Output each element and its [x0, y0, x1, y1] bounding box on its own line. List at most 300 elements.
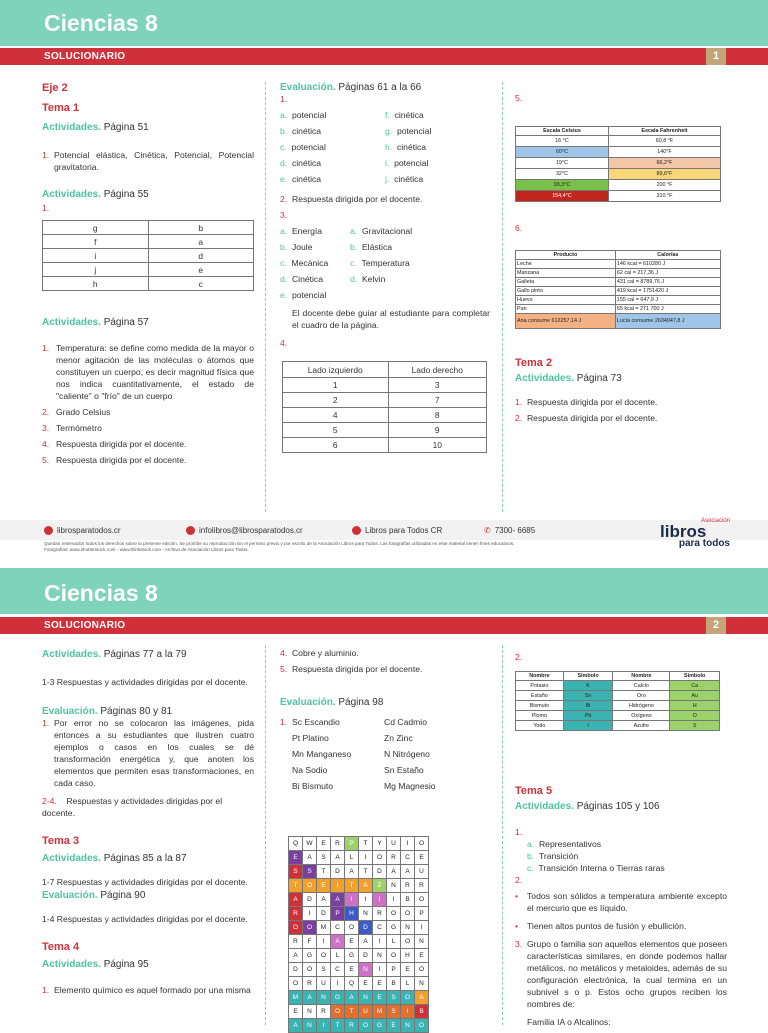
word-search-cell[interactable]: G	[373, 1019, 387, 1033]
word-search-cell[interactable]: A	[345, 865, 359, 879]
list-item: b. Transición	[527, 851, 579, 861]
word-search-cell[interactable]: N	[401, 921, 415, 935]
activity-page: Páginas 85 a la 87	[103, 853, 187, 864]
word-search-cell[interactable]: R	[289, 935, 303, 949]
page1-col2: Evaluación. Páginas 61 a la 66 1. a. potencial b. cinética c. potencial d. cinética e. cinética f. cinética g. potencial h. cinética i. potencial j. cinética 2. Respuesta dirigida por el docente. 3. a. Energía b. Joule c. Mecánica d. Cinética e. potencial a. Gravitacional b. Elástica c. Temperatura d. Kelvin El docente debe guiar al estudiante para completar el cuadro de la página. 4. Lado izquierdo Lado derecho 1 3 2 7 4 8 5 9 6 10	[280, 82, 490, 453]
table-cell: Pan	[516, 305, 616, 314]
list-item: c. potencial	[280, 142, 326, 152]
activity-label: Actividades.	[515, 373, 574, 384]
table-row	[516, 136, 721, 147]
word-search-cell[interactable]: T	[359, 865, 373, 879]
page1-subtitle: SOLUCIONARIO	[44, 51, 126, 62]
word-search-cell[interactable]: T	[317, 865, 331, 879]
eje-heading: Eje 2	[42, 82, 68, 94]
table-cell: 19°C	[516, 158, 609, 169]
word-search-cell[interactable]: M	[373, 1005, 387, 1019]
word-search-cell[interactable]: H	[345, 907, 359, 921]
word-search-cell[interactable]: O	[331, 1005, 345, 1019]
word-search-cell[interactable]: N	[401, 1019, 415, 1033]
list-item: a. Energía	[280, 226, 323, 236]
table-header-row	[283, 362, 487, 378]
word-search-cell[interactable]: D	[317, 907, 331, 921]
element-item: Bi Bismuto	[292, 781, 334, 791]
table-row	[516, 169, 721, 180]
word-search-cell[interactable]: S	[387, 1005, 401, 1019]
table-cell: Azufre	[613, 721, 670, 731]
element-item: Sn Estaño	[384, 765, 424, 775]
word-search-cell[interactable]: G	[303, 949, 317, 963]
footer-phone[interactable]: ✆ 7300- 6685	[484, 526, 536, 536]
table-row	[516, 314, 721, 329]
word-search-cell[interactable]: I	[345, 893, 359, 907]
q2-answer: Respuesta dirigida por el docente.	[291, 194, 423, 204]
list-item: i. potencial	[385, 158, 429, 168]
word-search-cell[interactable]: O	[303, 879, 317, 893]
word-search-cell[interactable]: R	[387, 851, 401, 865]
list-item: • Todos son sólidos a temperatura ambiente excepto el mercurio que es líquido.	[515, 891, 727, 913]
table-row	[516, 287, 721, 296]
list-item: c. Temperatura	[350, 258, 410, 268]
elements-table	[515, 671, 720, 731]
word-search-cell[interactable]: E	[359, 977, 373, 991]
word-search-cell[interactable]: G	[331, 991, 345, 1005]
bullet-list	[515, 890, 727, 932]
calories-table	[515, 250, 721, 329]
table-cell: 7	[388, 393, 487, 408]
word-search-cell[interactable]: E	[387, 1019, 401, 1033]
word-search-cell[interactable]: A	[317, 893, 331, 907]
table-cell: 9	[388, 423, 487, 438]
word-search-cell[interactable]: T	[331, 1019, 345, 1033]
answer-list	[42, 342, 254, 466]
word-search-cell[interactable]: S	[387, 991, 401, 1005]
table-cell: Potasio	[516, 681, 564, 691]
table-cell: Plomo	[516, 711, 564, 721]
element-item: N Nitrógeno	[384, 749, 430, 759]
word-search-cell[interactable]: C	[331, 963, 345, 977]
element-item: Zn Zinc	[384, 733, 413, 743]
table-row	[289, 991, 429, 1005]
table-cell: i	[43, 249, 149, 263]
word-search-cell[interactable]: P	[415, 907, 429, 921]
word-search-cell[interactable]: I	[359, 893, 373, 907]
table-row	[516, 269, 721, 278]
list-item: 3. Termómetro	[42, 423, 102, 433]
table-cell: 32°C	[516, 169, 609, 180]
evaluation-answer: 1-4 Respuestas y actividades dirigidas por el docente.	[42, 914, 248, 924]
page1-col1: Eje 2 Tema 1 Actividades. Página 51 1. Potencial elástica, Cinética, Potencial, Potencial gravitatoria. Actividades. Página 55 1. g b f a i d j e h c Actividades. Página 57 1. Temperatura: se define como medida de la mayor o menor agitación de las moléculas o átomos que constituyen un cuerpo, es decir magnitud física que nos indica cuantitativamente, el estado de "caliente" o "frío" de un cuerpo 2. Grado Celsius 3. Termómetro 4. Respuesta dirigida por el docente. 5. Respuesta dirigida por el docente.	[42, 82, 254, 465]
word-search-cell[interactable]: M	[289, 991, 303, 1005]
word-search-cell[interactable]: I	[359, 851, 373, 865]
q1-left	[280, 109, 385, 189]
word-search-cell[interactable]: E	[415, 949, 429, 963]
list-item: • Tienen altos puntos de fusión y ebullición.	[515, 921, 687, 931]
word-search-cell[interactable]: C	[401, 851, 415, 865]
word-search-cell[interactable]: Q	[345, 977, 359, 991]
table-cell: Gallo pinto	[516, 287, 616, 296]
word-search-cell[interactable]: E	[317, 879, 331, 893]
question-number: 4.	[280, 338, 288, 348]
word-search-cell[interactable]: D	[373, 865, 387, 879]
word-search-cell[interactable]: A	[401, 865, 415, 879]
sublist	[515, 838, 727, 874]
word-search-cell[interactable]: P	[387, 963, 401, 977]
legal-text: Quedan reservados todos los derechos sobre la presente edición. Se prohíbe su reproducción sin el permiso previo y por escrito de la Asociación Libros para Todos. Las fotografías utilizadas en este material tienen fines educativos. Fotografías: www.shutterstock.com - www.thinkstock.com - Archivo de Asociación Libros para Todos.	[44, 541, 515, 552]
word-search-cell[interactable]: A	[289, 1019, 303, 1033]
table-row	[289, 921, 429, 935]
table-cell: h	[43, 277, 149, 291]
page2-number: 2	[706, 617, 726, 634]
word-search-cell[interactable]: Y	[373, 837, 387, 851]
word-search-cell[interactable]: O	[415, 893, 429, 907]
word-search-cell[interactable]: N	[303, 1005, 317, 1019]
question-number: 1.	[280, 94, 288, 104]
word-search-cell[interactable]: T	[359, 837, 373, 851]
table-cell: 60,8 °F	[608, 136, 720, 147]
element-item: Cd Cadmio	[384, 717, 427, 727]
word-search-cell[interactable]: E	[289, 851, 303, 865]
table-row	[516, 191, 721, 202]
word-search-cell[interactable]: O	[289, 921, 303, 935]
activity-page: Página 73	[576, 373, 622, 384]
word-search-cell[interactable]: D	[359, 949, 373, 963]
list-item: c. Transición Interna o Tierras raras	[527, 863, 665, 873]
word-search-cell[interactable]: R	[317, 1005, 331, 1019]
word-search-cell[interactable]: A	[359, 935, 373, 949]
word-search-cell[interactable]: C	[373, 921, 387, 935]
activity-page: Página 95	[103, 959, 149, 970]
answer-list	[280, 647, 492, 675]
table-cell: Hidrógeno	[613, 701, 670, 711]
word-search-cell[interactable]: A	[331, 893, 345, 907]
word-search-cell[interactable]: E	[345, 963, 359, 977]
question-number: 2.	[515, 875, 523, 885]
table-cell: 200 °F	[608, 180, 720, 191]
word-search-cell[interactable]: R	[289, 907, 303, 921]
table-row	[516, 305, 721, 314]
evaluation-page: Página 98	[338, 697, 384, 708]
table-cell: 154,4°C	[516, 191, 609, 202]
evaluation-answer: Respuestas y actividades dirigidas por el docente.	[42, 796, 223, 818]
word-search-cell[interactable]: W	[303, 837, 317, 851]
word-search-cell[interactable]: P	[331, 907, 345, 921]
word-search-cell[interactable]: E	[345, 935, 359, 949]
word-search-cell[interactable]: O	[415, 963, 429, 977]
evaluation-page: Páginas 61 a la 66	[338, 82, 422, 93]
page2-subtitle: SOLUCIONARIO	[44, 620, 126, 631]
word-search-cell[interactable]: Q	[289, 837, 303, 851]
table-cell: 93,3°C	[516, 180, 609, 191]
word-search-cell[interactable]: E	[401, 963, 415, 977]
table-cell: 16 °C	[516, 136, 609, 147]
word-search-cell[interactable]: T	[345, 879, 359, 893]
word-search-cell[interactable]: N	[359, 907, 373, 921]
word-search-cell[interactable]: R	[331, 837, 345, 851]
word-search-cell[interactable]: I	[387, 893, 401, 907]
table-cell: I	[563, 721, 613, 731]
page2-col2: 4. Cobre y aluminio. 5. Respuesta dirigida por el docente. Evaluación. Página 98 1. Sc Escandio Pt Platino Mn Manganeso Na Sodio Bi Bismuto Cd Cadmio Zn Zinc N Nitrógeno Sn Estaño Mg Magnesio Q W E R P T Y U I O E A S A L I O R C E S S T D A T D A A U T O E I T A Z N R R A D A A I I I I B O R I D P H N R O O P O O M C O D C G N I R F I A E A I L O N A G O L G D N O H E D O S C E N I P E O O R U I Q E E B L N M A N G A N E S O A E N R O T U M S I B A N I T R O G E N O	[280, 647, 492, 1033]
word-search-cell[interactable]: I	[373, 935, 387, 949]
word-search-cell[interactable]: E	[289, 1005, 303, 1019]
word-search-cell[interactable]: O	[345, 921, 359, 935]
word-search-cell[interactable]: I	[331, 977, 345, 991]
word-search-cell[interactable]: C	[331, 921, 345, 935]
element-item: Mn Manganeso	[292, 749, 352, 759]
word-search-cell[interactable]: A	[415, 991, 429, 1005]
word-search-cell[interactable]: U	[415, 865, 429, 879]
table-row	[516, 721, 720, 731]
activity-answer: Elemento químico es aquel formado por una misma	[54, 985, 251, 995]
word-search-cell[interactable]: U	[317, 977, 331, 991]
word-search-cell[interactable]: D	[303, 893, 317, 907]
table-row	[283, 378, 487, 393]
list-item: h. cinética	[385, 142, 427, 152]
word-search-cell[interactable]: E	[415, 851, 429, 865]
table-cell: 5	[283, 423, 389, 438]
table-cell: Huevo	[516, 296, 616, 305]
table-cell: Calcio	[613, 681, 670, 691]
question-number: 1.	[515, 827, 523, 837]
q3-left	[280, 225, 350, 305]
word-search-cell[interactable]: I	[373, 893, 387, 907]
activity-page: Página 51	[103, 122, 149, 133]
table-header: Lado derecho	[388, 362, 487, 378]
word-search-cell[interactable]: O	[317, 949, 331, 963]
word-search-cell[interactable]: H	[401, 949, 415, 963]
table-cell: 66,2°F	[608, 158, 720, 169]
word-search-cell[interactable]: S	[317, 963, 331, 977]
list-item: a. potencial	[280, 110, 327, 120]
table-cell: Sn	[563, 691, 613, 701]
word-search-cell[interactable]: G	[387, 921, 401, 935]
tema4-heading: Tema 4	[42, 941, 80, 953]
word-search-cell[interactable]: A	[303, 851, 317, 865]
footer-web[interactable]: librosparatodos.cr	[44, 526, 121, 535]
word-search-cell[interactable]: O	[415, 837, 429, 851]
word-search-cell[interactable]: A	[331, 935, 345, 949]
word-search-cell[interactable]: O	[401, 907, 415, 921]
q3-answer: Grupo o familia son aquellos elementos que poseen características similares, en donde podemos hallar metálicos, no metálicos y metaloides, además de su configuración electrónica, la cual termina en un subnivel s o p. Estos ocho grupos reciben los nombres de:	[527, 939, 727, 1009]
list-item: c. Mecánica	[280, 258, 329, 268]
word-search-cell[interactable]: I	[303, 907, 317, 921]
word-search-cell[interactable]: L	[345, 851, 359, 865]
word-search-cell[interactable]: O	[303, 963, 317, 977]
word-search-cell[interactable]: N	[317, 991, 331, 1005]
tema1-heading: Tema 1	[42, 102, 80, 114]
activity-page: Página 55	[103, 189, 149, 200]
page1-title: Ciencias 8	[44, 10, 158, 36]
list-item: 1. Temperatura: se define como medida de la mayor o menor agitación de las moléculas o átomos que constituyen un cuerpo, es decir magnitud física que nos indica cuantitativamente, el estado de "caliente" o "frío" de un cuerpo	[42, 343, 254, 401]
activity-page: Páginas 105 y 106	[576, 801, 660, 812]
word-search-cell[interactable]: N	[415, 935, 429, 949]
word-search-cell[interactable]: B	[401, 893, 415, 907]
word-search-cell[interactable]: I	[373, 963, 387, 977]
page2-title: Ciencias 8	[44, 580, 158, 606]
page1-subtitle-bar	[0, 48, 768, 65]
word-search-cell[interactable]: I	[415, 921, 429, 935]
list-item: 4. Cobre y aluminio.	[280, 648, 359, 658]
table-cell: Yodo	[516, 721, 564, 731]
word-search-cell[interactable]: L	[331, 949, 345, 963]
word-search-cell[interactable]: U	[387, 837, 401, 851]
table-cell: b	[148, 221, 254, 235]
table-header: Nombre	[613, 672, 670, 681]
word-search-cell[interactable]: R	[373, 907, 387, 921]
table-row	[43, 221, 254, 235]
table-cell: Ana consume 612257,14 J	[516, 314, 616, 329]
word-search-cell[interactable]: O	[303, 921, 317, 935]
word-search-cell[interactable]: I	[401, 837, 415, 851]
word-search-cell[interactable]: D	[289, 963, 303, 977]
sides-table	[282, 361, 487, 453]
word-search-cell[interactable]: A	[359, 879, 373, 893]
word-search-cell[interactable]: N	[359, 991, 373, 1005]
table-cell: 6	[283, 438, 389, 453]
table-row	[289, 851, 429, 865]
evaluation-page: Páginas 80 y 81	[100, 706, 173, 717]
word-search-cell[interactable]: O	[359, 1019, 373, 1033]
tema5-heading: Tema 5	[515, 785, 553, 797]
table-cell: 2	[283, 393, 389, 408]
word-search-cell[interactable]: R	[303, 977, 317, 991]
word-search-cell[interactable]: O	[401, 935, 415, 949]
table-row	[283, 393, 487, 408]
table-cell: 1	[283, 378, 389, 393]
word-search-cell[interactable]: O	[373, 851, 387, 865]
list-item: e. potencial	[280, 290, 327, 300]
word-search-cell[interactable]: I	[317, 935, 331, 949]
word-search-cell[interactable]: S	[289, 865, 303, 879]
word-search-cell[interactable]: N	[387, 879, 401, 893]
word-search-cell[interactable]: N	[415, 977, 429, 991]
table-cell: Manzana	[516, 269, 616, 278]
facebook-icon	[352, 526, 361, 535]
table-row	[516, 701, 720, 711]
word-search-cell[interactable]: M	[317, 921, 331, 935]
word-search-cell[interactable]: U	[359, 1005, 373, 1019]
word-search-cell[interactable]: B	[387, 977, 401, 991]
table-row	[289, 907, 429, 921]
word-search-cell[interactable]: P	[345, 837, 359, 851]
table-row	[516, 278, 721, 287]
word-search-cell[interactable]: N	[359, 963, 373, 977]
word-search-cell[interactable]: N	[303, 1019, 317, 1033]
page1-col3	[515, 92, 725, 428]
footer-email[interactable]: infolibros@librosparatodos.cr	[186, 526, 303, 535]
word-search-cell[interactable]: S	[317, 851, 331, 865]
table-cell: g	[43, 221, 149, 235]
question-number: 2.	[515, 652, 523, 662]
word-search-cell[interactable]: I	[317, 1019, 331, 1033]
word-search-cell[interactable]: A	[303, 991, 317, 1005]
word-search-cell[interactable]: L	[387, 935, 401, 949]
word-search-cell[interactable]: R	[345, 1019, 359, 1033]
table-cell: Bismuto	[516, 701, 564, 711]
question-number: 5.	[515, 93, 523, 103]
table-cell: Estaño	[516, 691, 564, 701]
table-row	[43, 249, 254, 263]
table-cell: 431 cal = 8789,76 J	[615, 278, 720, 287]
table-cell: 89,6°F	[608, 169, 720, 180]
word-search-cell[interactable]: A	[345, 991, 359, 1005]
answer-list	[515, 396, 725, 424]
table-cell: c	[148, 277, 254, 291]
evaluation-answer: Por error no se colocaron las imágenes, pida entonces a su estudiantes que ilustren cuatro ejemplos o casos en los cuales se dé transformación energética y, que anoten los elementos que permiten esas transformaciones, en cada caso.	[54, 718, 254, 788]
activity-label: Actividades.	[42, 959, 101, 970]
evaluation-page: Página 90	[100, 890, 146, 901]
table-header: Escala Celsius	[516, 127, 609, 136]
word-search-cell[interactable]: O	[387, 949, 401, 963]
word-search-cell[interactable]: T	[345, 1005, 359, 1019]
question-number: 1.	[42, 203, 50, 213]
word-search-cell[interactable]: L	[401, 977, 415, 991]
word-search-cell[interactable]: I	[331, 879, 345, 893]
activity-answer: 1-3 Respuestas y actividades dirigidas por el docente.	[42, 677, 248, 687]
table-cell: e	[148, 263, 254, 277]
table-row	[283, 408, 487, 423]
activity-page: Páginas 77 a la 79	[103, 649, 187, 660]
footer-facebook[interactable]: Libros para Todos CR	[352, 526, 442, 535]
word-search-cell[interactable]: A	[387, 865, 401, 879]
table-cell: 62 cal = 217,36 J	[615, 269, 720, 278]
table-cell: f	[43, 235, 149, 249]
word-search-cell[interactable]: A	[289, 893, 303, 907]
evaluation-label: Evaluación.	[280, 82, 336, 93]
word-search-cell[interactable]: G	[345, 949, 359, 963]
word-search-cell[interactable]: O	[401, 991, 415, 1005]
word-search-cell[interactable]: R	[401, 879, 415, 893]
word-search-cell[interactable]: N	[373, 949, 387, 963]
list-item: 2. Grado Celsius	[42, 407, 111, 417]
table-cell: Lucía consume 2634047,8 J	[615, 314, 720, 329]
table-cell: Leche	[516, 260, 616, 269]
word-search-cell[interactable]: O	[387, 907, 401, 921]
word-search-cell[interactable]: S	[303, 865, 317, 879]
table-cell: O	[670, 711, 720, 721]
list-item: e. cinética	[280, 174, 322, 184]
word-search-cell[interactable]: O	[415, 1019, 429, 1033]
list-item: b. Joule	[280, 242, 313, 252]
word-search-cell[interactable]: D	[359, 921, 373, 935]
word-search-cell[interactable]: D	[331, 865, 345, 879]
word-search-cell[interactable]: E	[317, 837, 331, 851]
temperature-table	[515, 126, 721, 202]
page1-header	[0, 0, 768, 46]
word-search-cell[interactable]: Z	[373, 879, 387, 893]
table-row	[289, 1019, 429, 1033]
word-search-cell[interactable]: T	[289, 879, 303, 893]
word-search-cell[interactable]: E	[373, 977, 387, 991]
list-item: 4. Respuesta dirigida por el docente.	[42, 439, 187, 449]
table-cell: 155 cal = 647,9 J	[615, 296, 720, 305]
table-row	[516, 711, 720, 721]
word-search-cell[interactable]: B	[415, 1005, 429, 1019]
table-cell: Galleta	[516, 278, 616, 287]
activity-label: Actividades.	[42, 317, 101, 328]
word-search-cell[interactable]: A	[331, 851, 345, 865]
word-search-cell[interactable]: O	[289, 977, 303, 991]
table-row	[289, 977, 429, 991]
list-item: b. Elástica	[350, 242, 393, 252]
word-search-cell[interactable]: A	[289, 949, 303, 963]
activity-answer: 1-7 Respuestas y actividades dirigidas por el docente.	[42, 877, 248, 887]
word-search-cell[interactable]: I	[401, 1005, 415, 1019]
word-search-cell[interactable]: F	[303, 935, 317, 949]
table-cell: Bi	[563, 701, 613, 711]
table-cell: 4	[283, 408, 389, 423]
word-search-cell[interactable]: R	[415, 879, 429, 893]
word-search-cell[interactable]: E	[373, 991, 387, 1005]
